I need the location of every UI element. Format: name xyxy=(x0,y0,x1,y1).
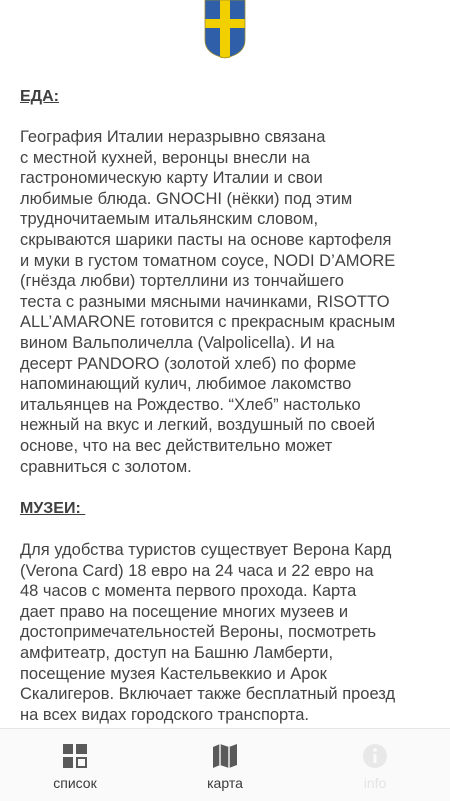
section-title-food: ЕДА: xyxy=(20,88,59,105)
nav-item-map[interactable] xyxy=(150,729,300,801)
info-icon xyxy=(362,743,388,769)
nav-label-list: список xyxy=(53,775,97,791)
bottom-navigation xyxy=(0,728,450,801)
section-title-museums: МУЗЕИ: xyxy=(20,500,86,517)
nav-item-info[interactable] xyxy=(300,729,450,801)
list-grid-icon xyxy=(62,743,88,769)
nav-label-info: info xyxy=(363,775,387,791)
nav-item-list[interactable] xyxy=(0,729,150,801)
nav-label-map: карта xyxy=(207,775,243,791)
section-text-food: География Италии неразрывно связана с местной кухней, веронцы внесли на гастрономическую карту Италии и свои любимые блюда. GNOCHI (нёкки) под этим трудночитаемым итальянским словом, скрываются шарики пасты на основе картофеля и муки в густом томатном соусе, NODI D’AMORE (гнёзда любви) тортеллини из тончайшего теста с разными мясными начинками, RISOTTO ALL’AMARONE готовится с прекрасным красным вином Вальполичелла (Valpolicella). И на десерт PANDORO (золотой хлеб) по форме напоминающий кулич, любимое лакомство итальянцев на Рождество. “Хлеб” настолько нежный на вкус и легкий, воздушный по своей основе, что на вес действительно может сравниться с золотом. xyxy=(20,128,396,476)
verona-crest-icon xyxy=(203,0,247,60)
section-text-museums: Для удобства туристов существует Верона Кард (Verona Card) 18 евро на 24 часа и 22 евро на 48 часов с момента первого прохода. Карта дает право на посещение многих музеев и достопримечательностей Вероны, посмотреть амфитеатр, доступ на Башню Ламберти, посещение музея Кастельвеккио и Арок Скалигеров. Включает также бесплатный проезд на всех видах городского транспорта. xyxy=(20,541,396,724)
map-icon xyxy=(212,743,238,769)
